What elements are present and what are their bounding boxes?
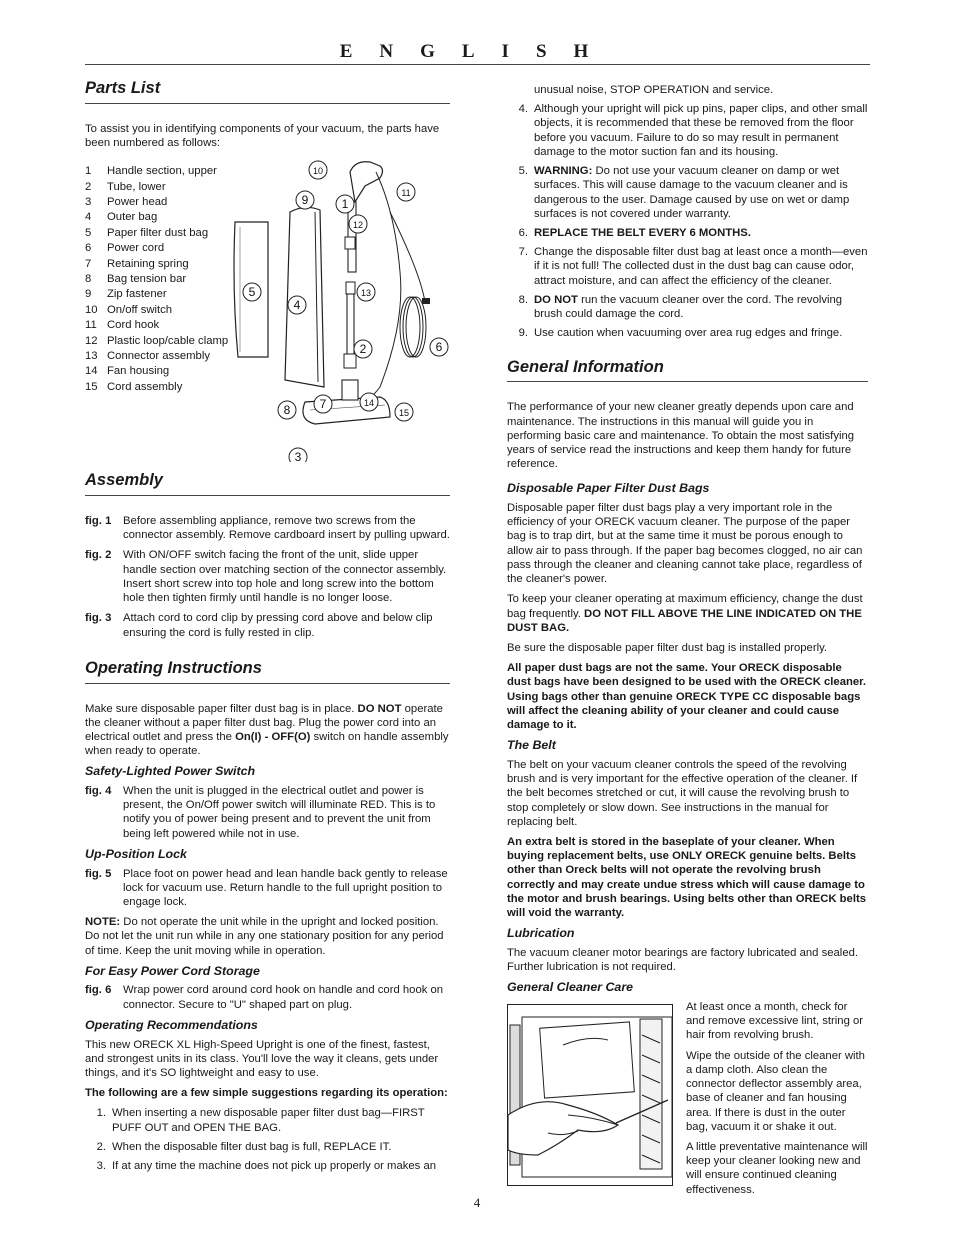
parts-area	[85, 164, 450, 464]
belt-title: The Belt	[507, 738, 556, 753]
cleaner-care-block	[507, 1000, 868, 1196]
part-name: Zip fastener	[107, 288, 167, 301]
diagram-marker-10	[309, 161, 327, 179]
vacuum-parts-diagram	[230, 152, 450, 462]
part-name: Plastic loop/cable clamp	[107, 334, 229, 347]
parts-list-intro: To assist you in identifying components of your vacuum, the parts have been numbered as follows:	[85, 122, 440, 149]
parts-list-item	[85, 318, 228, 333]
svg-text:11: 11	[401, 188, 411, 199]
parts-list-item	[85, 364, 228, 379]
diagram-marker-12	[349, 215, 367, 233]
assembly-title: Assembly	[85, 470, 450, 496]
part-number: 6	[85, 242, 92, 255]
operating-note: NOTE: Do not operate the unit while in the upright and locked position. Do not let the unit run while in any one stationary position for any period of time. Keep the unit moving while in operation.	[85, 916, 444, 957]
dust-bags-p1: Disposable paper filter dust bags play a very important role in the efficiency of your ORECK vacuum cleaner. The purpose of the paper bag is to trap dirt, but at the same time it must be porous enough to allow air to pass through. If the paper bag becomes clogged, no air can pass through the cleaner and cleaning cannot take place, regardless of the cleaner's power.	[507, 502, 863, 586]
language-heading: ENGLISH	[339, 41, 616, 62]
parts-list-item	[85, 180, 228, 195]
part-number: 11	[85, 319, 97, 332]
parts-list	[85, 164, 228, 395]
suggestion-item: 9. Use caution when vacuuming over area rug edges and fringe.	[518, 327, 843, 340]
lower-tube-drawing	[347, 294, 354, 354]
belt-p1: The belt on your vacuum cleaner controls the speed of the revolving brush and is very important for the effective operation of the cleaner. If the belt becomes stretched or cut, it will cause the revolving brush to stop completely or slow down. See instructions in the manual for replacing belt.	[507, 758, 858, 828]
parts-list-item	[85, 210, 228, 225]
cleaner-care-title: General Cleaner Care	[507, 980, 634, 995]
part-number: 15	[85, 380, 98, 393]
cable-clamp-drawing	[345, 237, 355, 249]
parts-list-item	[85, 241, 228, 256]
fig-label: fig. 3	[85, 612, 112, 625]
suggestion-item: 6. REPLACE THE BELT EVERY 6 MONTHS.	[518, 226, 751, 239]
svg-text:14: 14	[363, 398, 375, 409]
step-text: Before assembling appliance, remove two screws from the connector assembly. Remove cardboard insert by pulling upward.	[123, 515, 450, 542]
cleaner-care-p3: A little preventative maintenance will keep your cleaner looking new and will ensure continued cleaning effectiveness.	[686, 1140, 868, 1196]
belt-p2: An extra belt is stored in the baseplate of your cleaner. When buying replacement belts, use ONLY ORECK genuine belts. Belts other than Oreck belts will not operate the revolving brush correctly and may create undue stress which will cause damage to the motor and brush bearings. Using belts other than ORECK belts will void the warranty.	[507, 836, 867, 920]
assembly-steps	[85, 514, 450, 640]
svg-text:1: 1	[341, 197, 349, 212]
tube-joint-drawing	[344, 354, 356, 368]
part-number: 12	[85, 334, 98, 347]
parts-list-item	[85, 349, 228, 364]
part-name: Connector assembly	[107, 349, 210, 362]
suggestion-item: 2. When the disposable filter dust bag is full, REPLACE IT.	[96, 1140, 392, 1153]
parts-list-item	[85, 226, 228, 241]
diagram-marker-11	[397, 183, 415, 201]
svg-text:13: 13	[360, 288, 372, 299]
part-name: Tube, lower	[107, 180, 166, 193]
svg-text:2: 2	[359, 342, 367, 357]
right-column	[507, 83, 868, 1196]
part-name: Power head	[107, 196, 168, 208]
recommendations-text: This new ORECK XL High-Speed Upright is one of the finest, fastest, and strongest units in its class. You'll love the way it cleans, gets under things, and it's SO lightweight and easy to use.	[85, 1038, 439, 1079]
recommendations-bold: The following are a few simple suggestions regarding its operation:	[85, 1087, 448, 1100]
diagram-marker-13	[357, 283, 375, 301]
cord-storage-title: For Easy Power Cord Storage	[85, 963, 260, 978]
header-rule	[85, 64, 870, 65]
diagram-marker-7	[314, 395, 332, 413]
cord-coil-drawing	[400, 297, 426, 357]
part-number: 8	[85, 272, 92, 285]
part-name: Retaining spring	[107, 257, 189, 270]
part-number: 3	[85, 196, 92, 208]
general-info-intro: The performance of your new cleaner greatly depends upon care and maintenance. The instructions in this manual will guide you in performing basic care and maintenance. To obtain the most satisfying years of service read the instructions and keep them handy for future reference.	[507, 401, 855, 471]
svg-text:9: 9	[301, 193, 309, 208]
parts-list-item	[85, 272, 228, 287]
fig-label: fig. 1	[85, 515, 112, 527]
part-name: On/off switch	[107, 303, 173, 316]
cleaner-care-p2: Wipe the outside of the cleaner with a damp cloth. Also clean the connector deflector assembly area, base of cleaner and fan housing area. If there is dust in the outer bag, vacuum it or shake it out.	[686, 1049, 865, 1133]
svg-text:4: 4	[293, 298, 301, 313]
diagram-marker-5	[243, 283, 261, 301]
suggestion-item: 7. Change the disposable filter dust bag at least once a month—even if it is not full! The collected dust in the dust bag can cause odor, attract moisture, and can affect the efficiency of the cleaner.	[518, 246, 868, 287]
fig-label: fig. 2	[85, 549, 112, 562]
lubrication-p: The vacuum cleaner motor bearings are factory lubricated and sealed. Further lubrication is not required.	[507, 946, 859, 974]
outer-bag-drawing	[285, 208, 324, 388]
operating-title: Operating Instructions	[85, 658, 450, 684]
diagram-marker-15	[395, 403, 413, 421]
dust-bags-p2: To keep your cleaner operating at maximum efficiency, change the dust bag frequently. DO NOT FILL ABOVE THE LINE INDICATED ON THE DUST BAG.	[507, 593, 863, 634]
part-name: Paper filter dust bag	[107, 226, 209, 239]
part-name: Cord hook	[107, 319, 160, 332]
operating-intro: Make sure disposable paper filter dust bag is in place. DO NOT operate the cleaner without a paper filter dust bag. Plug the power cord into an electrical outlet and press the On(I) - OFF(O) switch on handle assembly when ready to operate.	[85, 702, 449, 758]
diagram-marker-9	[296, 191, 314, 209]
diagram-marker-4	[288, 296, 306, 314]
brush-cleaning-illustration	[507, 1004, 673, 1186]
assembly-step	[85, 548, 450, 605]
suggestions-list	[85, 1106, 450, 1173]
part-name: Outer bag	[107, 211, 158, 224]
step-text: Attach cord to cord clip by pressing cord above and below clip ensuring the cord is fully rested in clip.	[123, 612, 433, 639]
recommendations-title: Operating Recommendations	[85, 1017, 258, 1032]
step-text: With ON/OFF switch facing the front of the unit, slide upper handle section over matching section of the connector assembly. Insert short screw into top hole and long screw into the bottom hole then tighten firmly until handle is no longer loose.	[123, 549, 447, 605]
parts-list-item	[85, 287, 228, 302]
page-number: 4	[473, 1195, 481, 1210]
cleaner-care-text	[686, 1000, 868, 1203]
cord-to-plug	[390, 212, 425, 302]
parts-list-item	[85, 303, 228, 318]
left-column	[85, 78, 450, 1179]
handle-drawing	[350, 162, 383, 202]
parts-list-item	[85, 164, 228, 179]
part-name: Fan housing	[107, 365, 170, 378]
diagram-marker-6	[430, 338, 448, 356]
diagram-marker-8	[278, 401, 296, 419]
diagram-marker-1	[336, 195, 354, 213]
parts-list-item	[85, 257, 228, 272]
dust-bags-p3: Be sure the disposable paper filter dust bag is installed properly.	[507, 641, 828, 654]
part-number: 5	[85, 226, 92, 239]
svg-text:12: 12	[352, 220, 364, 231]
svg-text:3: 3	[294, 450, 302, 463]
diagram-marker-2	[354, 340, 372, 358]
suggestion-3-continued: unusual noise, STOP OPERATION and service.	[534, 84, 774, 96]
svg-text:7: 7	[319, 397, 327, 412]
dust-bags-title: Disposable Paper Filter Dust Bags	[507, 481, 710, 496]
part-number: 1	[85, 165, 92, 178]
assembly-step	[85, 611, 450, 639]
part-name: Bag tension bar	[107, 272, 187, 285]
part-number: 2	[85, 180, 92, 193]
diagram-marker-14	[360, 393, 378, 411]
part-name: Handle section, upper	[107, 165, 217, 178]
svg-text:8: 8	[283, 403, 291, 418]
part-name: Cord assembly	[107, 380, 183, 393]
svg-text:10: 10	[312, 166, 324, 177]
dust-bags-p4: All paper dust bags are not the same. Your ORECK disposable dust bags have been designed to be used with the ORECK cleaner. Using bags other than genuine ORECK TYPE CC disposable bags will affect the cleaning ability of your cleaner and could cause damage to it.	[507, 662, 867, 732]
suggestion-item: 3. If at any time the machine does not pick up properly or makes an	[96, 1160, 437, 1173]
connector-drawing	[346, 282, 355, 294]
suggestion-item: 5. WARNING: Do not use your vacuum cleaner on damp or wet surfaces. This will cause damage to the vacuum cleaner and is dangerous to the user. Damage caused by use on wet or damp surfaces is not covered under warranty.	[518, 165, 850, 220]
cleaner-care-p1: At least once a month, check for and remove excessive lint, string or hair from revolving brush.	[686, 1001, 864, 1042]
svg-text:6: 6	[435, 340, 443, 355]
safety-switch-step: fig. 4 When the unit is plugged in the electrical outlet and power is present, the On/Off power switch will illuminate RED. This is to notify you of power being present and to prevent the unit from being left powered while not in use.	[85, 785, 436, 840]
up-position-lock-step: fig. 5 Place foot on power head and lean handle back gently to release lock for vacuum use. Return handle to the full upright position to engage lock.	[85, 867, 448, 908]
assembly-step	[85, 514, 450, 542]
cord-storage-step: fig. 6 Wrap power cord around cord hook on handle and cord hook on connector. Secure to "U" shaped part on plug.	[85, 984, 444, 1011]
brush-cleaning-drawing	[508, 1005, 673, 1186]
part-number: 14	[85, 365, 98, 378]
part-name: Power cord	[107, 242, 165, 255]
suggestion-item: 8. DO NOT run the vacuum cleaner over the cord. The revolving brush could damage the cord.	[518, 293, 843, 321]
general-info-title: General Information	[507, 357, 868, 383]
suggestions-list-continued	[507, 102, 868, 340]
plug-drawing	[422, 298, 430, 304]
safety-switch-title: Safety-Lighted Power Switch	[85, 764, 256, 779]
up-position-lock-title: Up-Position Lock	[85, 846, 187, 861]
parts-list-item	[85, 195, 228, 210]
suggestion-item: 4. Although your upright will pick up pins, paper clips, and other small objects, it is recommended that these be removed from the floor before you vacuum. Failure to do so may result in permanent damage to the motor suction fan and its housing.	[518, 103, 868, 158]
svg-text:5: 5	[248, 285, 256, 300]
lubrication-title: Lubrication	[507, 926, 575, 941]
part-number: 7	[85, 257, 92, 270]
part-number: 4	[85, 211, 92, 224]
parts-list-item	[85, 334, 228, 349]
suggestion-item: 1. When inserting a new disposable paper filter dust bag—FIRST PUFF OUT and OPEN THE BAG.	[96, 1107, 425, 1134]
part-number: 9	[85, 288, 92, 301]
parts-list-item	[85, 380, 228, 395]
diagram-marker-3	[289, 448, 307, 462]
fan-housing-drawing	[342, 380, 358, 400]
part-number: 10	[85, 303, 98, 316]
parts-list-title: Parts List	[85, 78, 450, 104]
part-number: 13	[85, 349, 98, 362]
svg-text:15: 15	[398, 408, 410, 419]
